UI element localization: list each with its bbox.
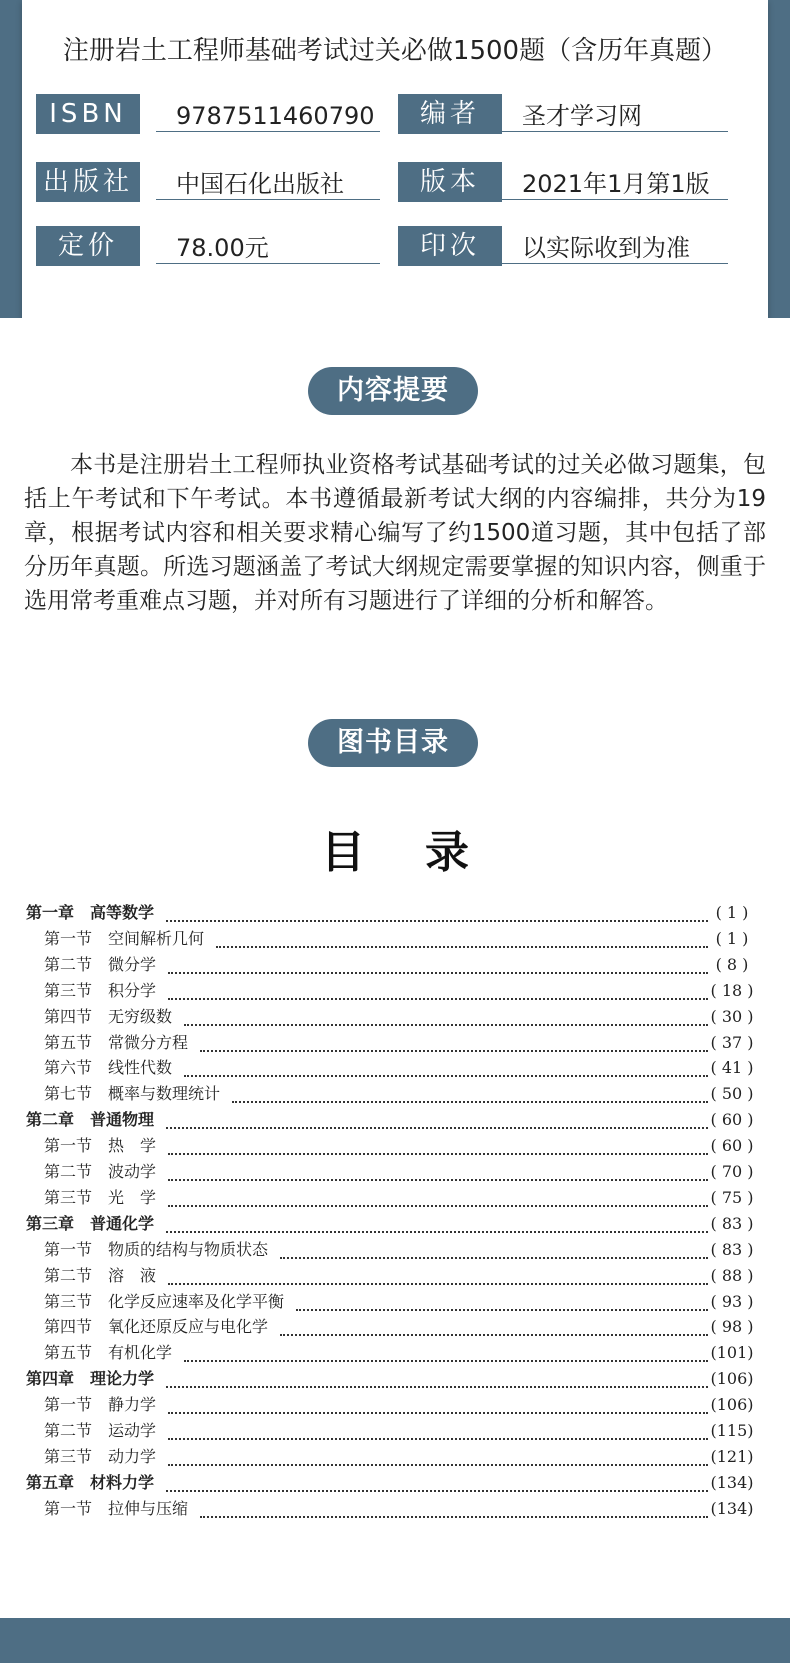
- toc-entry-page: ( 18 ): [710, 980, 754, 1000]
- toc-chapter-row: [0, 1107, 790, 1133]
- toc-entry-label: 第二节 波动学: [44, 1162, 157, 1181]
- book-title: 注册岩土工程师基础考试过关必做1500题（含历年真题）: [62, 36, 728, 66]
- toc-leader-dots: [232, 1081, 708, 1103]
- toc-entry-page: (106): [710, 1369, 754, 1389]
- toc-section-row: [0, 1237, 790, 1263]
- toc-entry-page: (121): [710, 1446, 754, 1466]
- toc-section-row: [0, 1340, 790, 1366]
- toc-entry-page: ( 41 ): [710, 1058, 754, 1078]
- toc-entry-label: 第一节 物质的结构与物质状态: [44, 1239, 269, 1259]
- toc-entry-label: 第一节 静力学: [44, 1395, 157, 1415]
- info-value: 以实际收到为准: [502, 226, 728, 264]
- toc-entry-label: 第三节 化学反应速率及化学平衡: [44, 1291, 285, 1311]
- toc-entry-page: (106): [710, 1395, 754, 1415]
- toc-entry-label: 第五节 有机化学: [44, 1343, 173, 1363]
- toc-leader-dots: [166, 1211, 708, 1233]
- toc-leader-dots: [168, 1185, 708, 1207]
- toc-chapter-row: [0, 1366, 790, 1392]
- toc-entry-label: 第二节 微分学: [44, 954, 157, 974]
- toc-entry-label: 第三节 动力学: [44, 1446, 157, 1466]
- toc-leader-dots: [280, 1314, 708, 1336]
- toc-entry-page: ( 83 ): [710, 1213, 754, 1233]
- toc-leader-dots: [168, 1133, 708, 1155]
- toc-entry-page: ( 88 ): [710, 1265, 754, 1285]
- toc-leader-dots: [166, 1470, 708, 1492]
- toc-chapter-row: [0, 900, 790, 926]
- toc-entry-page: ( 8 ): [715, 954, 749, 974]
- info-label: 出版社: [36, 162, 140, 202]
- toc-leader-dots: [168, 1444, 708, 1466]
- toc-leader-dots: [168, 1392, 708, 1414]
- toc-leader-dots: [280, 1237, 708, 1259]
- toc-leader-dots: [166, 1366, 708, 1388]
- toc-leader-dots: [166, 900, 708, 922]
- toc-chapter-row: [0, 1470, 790, 1496]
- toc-entry-label: 第六节 线性代数: [44, 1058, 173, 1078]
- toc-entry-label: 第二章 普通物理: [26, 1110, 155, 1130]
- toc-entry-page: ( 60 ): [710, 1110, 754, 1130]
- toc-leader-dots: [184, 1055, 708, 1077]
- toc-title: 目录: [321, 827, 529, 878]
- toc-entry-page: ( 1 ): [715, 903, 749, 922]
- info-value: 2021年1月第1版: [502, 162, 728, 200]
- toc-entry-label: 第五章 材料力学: [26, 1472, 155, 1492]
- toc-leader-dots: [296, 1289, 708, 1311]
- toc-leader-dots: [168, 1263, 708, 1285]
- toc-entry-page: ( 75 ): [710, 1187, 754, 1207]
- toc-entry-label: 第五节 常微分方程: [44, 1032, 189, 1052]
- info-value: 圣才学习网: [502, 94, 728, 132]
- toc-section-row: [0, 1133, 790, 1159]
- toc-section-row: [0, 1055, 790, 1081]
- toc-leader-dots: [168, 1418, 708, 1440]
- toc-entry-label: 第三节 光 学: [44, 1187, 157, 1207]
- toc-section-row: [0, 1030, 790, 1056]
- toc-section-row: [0, 1185, 790, 1211]
- toc-section-row: [0, 1496, 790, 1522]
- toc-leader-dots: [166, 1107, 708, 1129]
- toc-entry-label: 第二节 运动学: [44, 1421, 157, 1440]
- toc-section-row: [0, 1263, 790, 1289]
- info-label: 编者: [398, 94, 502, 134]
- toc-entry-page: (115): [710, 1421, 754, 1440]
- toc-chapter-row: [0, 1211, 790, 1237]
- toc-entry-label: 第一节 空间解析几何: [44, 928, 205, 948]
- summary-heading: 内容提要: [308, 367, 478, 415]
- toc-leader-dots: [200, 1496, 708, 1518]
- toc-leader-dots: [184, 1004, 708, 1026]
- toc-section-row: [0, 1004, 790, 1030]
- toc-entry-label: 第三节 积分学: [44, 980, 157, 1000]
- toc-leader-dots: [168, 978, 708, 1000]
- info-value: 9787511460790: [156, 94, 380, 132]
- toc-entry-page: ( 50 ): [710, 1084, 754, 1104]
- toc-entry-label: 第三章 普通化学: [26, 1213, 155, 1233]
- toc-entry-label: 第二节 溶 液: [44, 1265, 157, 1285]
- toc-section-row: [0, 952, 790, 978]
- toc-section-row: [0, 1289, 790, 1315]
- toc-leader-dots: [184, 1340, 708, 1362]
- toc-section-row: [0, 1392, 790, 1418]
- toc-entry-label: 第一节 热 学: [44, 1136, 157, 1156]
- toc-leader-dots: [168, 1159, 708, 1181]
- toc-section-row: [0, 978, 790, 1004]
- info-label: ISBN: [36, 94, 140, 134]
- toc-entry-page: ( 98 ): [710, 1317, 754, 1337]
- toc-section-row: [0, 1159, 790, 1185]
- toc-section-row: [0, 1444, 790, 1470]
- toc-entry-label: 第一章 高等数学: [26, 903, 155, 922]
- toc-heading: 图书目录: [308, 719, 478, 767]
- summary-text: 本书是注册岩土工程师执业资格考试基础考试的过关必做习题集，包括上午考试和下午考试。本书遵循最新考试大纲的内容编排，共分为19章，根据考试内容和相关要求精心编写了约1500道习题，其中包括了部分历年真题。所选习题涵盖了考试大纲规定需要掌握的知识内容，侧重于选用常考重难点习题，并对所有习题进行了详细的分析和解答。: [24, 452, 766, 614]
- toc-leader-dots: [168, 952, 708, 974]
- toc-leader-dots: [200, 1030, 708, 1052]
- info-value: 78.00元: [156, 226, 380, 264]
- toc-entry-page: (101): [710, 1343, 754, 1363]
- toc-leader-dots: [216, 926, 708, 948]
- toc-section-row: [0, 1314, 790, 1340]
- toc-entry-page: ( 93 ): [710, 1291, 754, 1311]
- toc-entry-page: (134): [710, 1498, 754, 1518]
- toc-entry-label: 第一节 拉伸与压缩: [44, 1498, 189, 1518]
- info-value: 中国石化出版社: [156, 162, 380, 200]
- toc-section-row: [0, 926, 790, 952]
- book-info-card: [22, 0, 768, 318]
- toc-entry-page: ( 70 ): [710, 1162, 754, 1181]
- toc-entry-page: ( 83 ): [710, 1239, 754, 1259]
- info-label: 印次: [398, 226, 502, 266]
- info-label: 定价: [36, 226, 140, 266]
- bottom-border: [0, 1618, 790, 1663]
- toc-entry-page: (134): [710, 1472, 754, 1492]
- toc-entry-page: ( 60 ): [710, 1136, 754, 1156]
- toc-entry-label: 第四节 氧化还原反应与电化学: [44, 1317, 269, 1337]
- info-label: 版本: [398, 162, 502, 202]
- toc-entry-page: ( 37 ): [710, 1032, 754, 1052]
- toc-section-row: [0, 1081, 790, 1107]
- toc-entry-label: 第七节 概率与数理统计: [44, 1084, 221, 1104]
- toc-entry-page: ( 30 ): [710, 1006, 754, 1026]
- toc-entry-label: 第四章 理论力学: [26, 1369, 155, 1389]
- toc-entry-page: ( 1 ): [715, 928, 749, 948]
- toc-entry-label: 第四节 无穷级数: [44, 1006, 173, 1026]
- toc-section-row: [0, 1418, 790, 1444]
